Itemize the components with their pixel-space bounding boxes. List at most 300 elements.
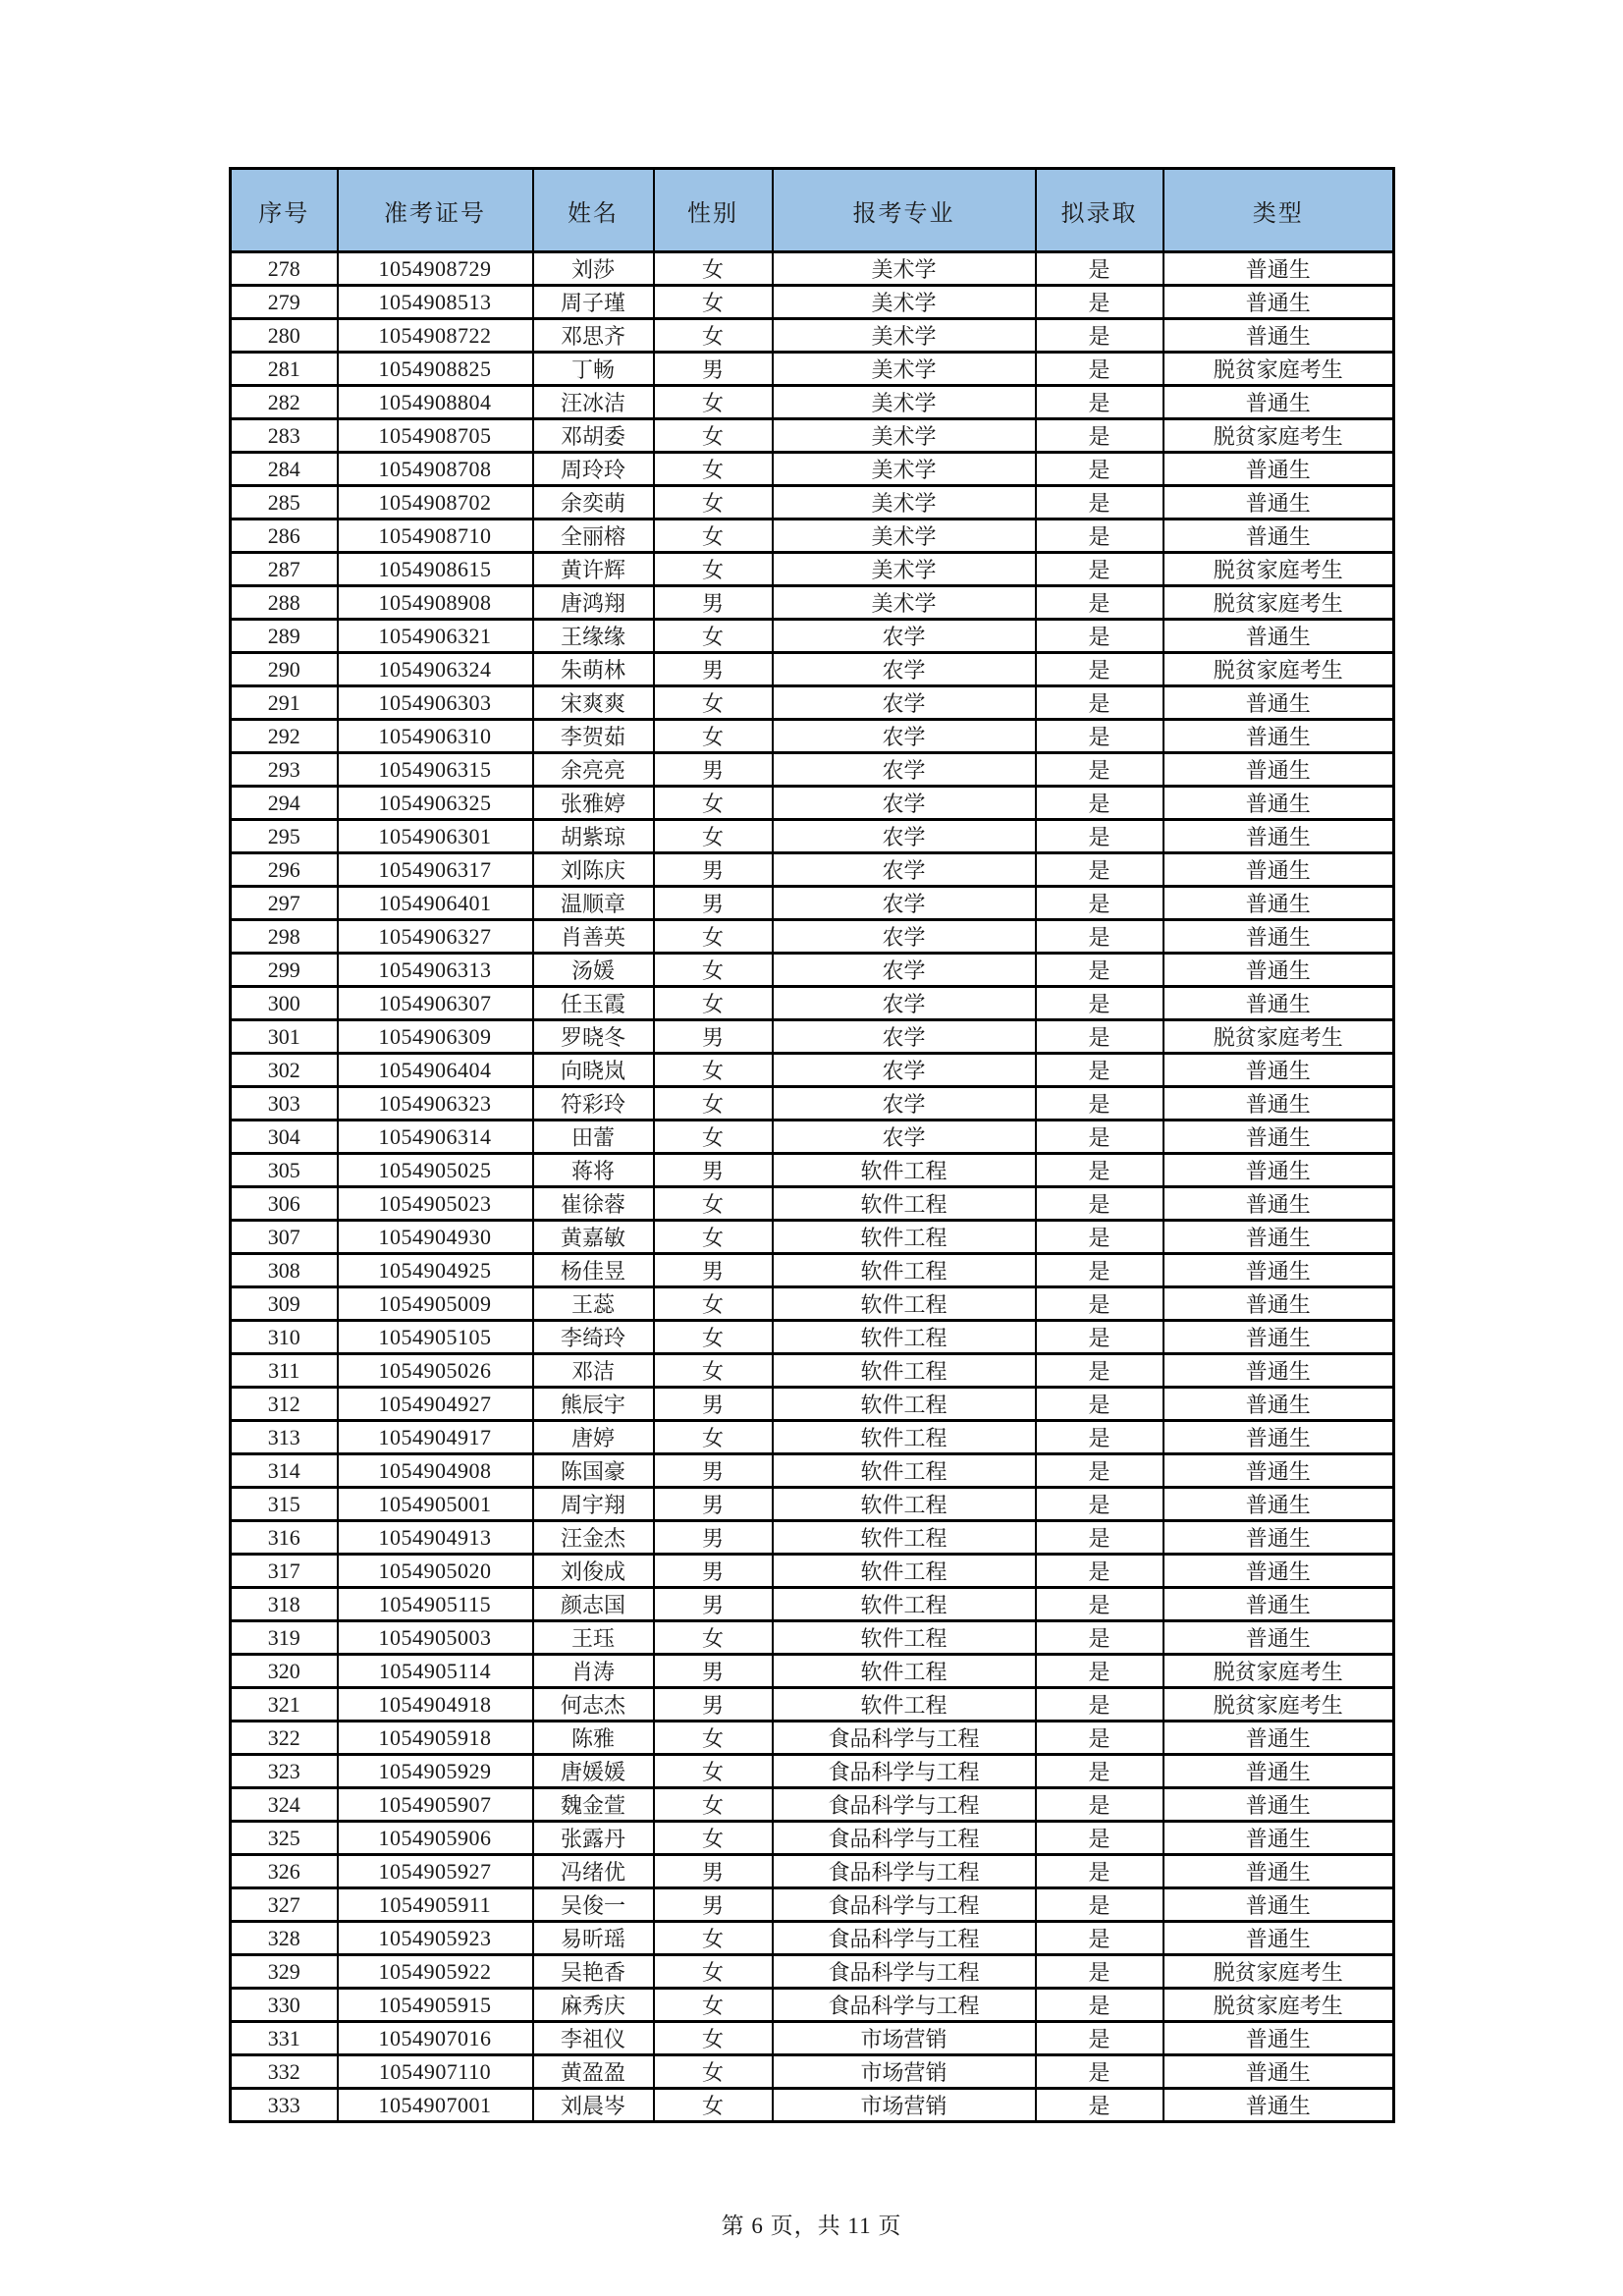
cell-major: 农学 [773, 1054, 1036, 1087]
cell-type: 普通生 [1163, 1922, 1394, 1955]
cell-type: 脱贫家庭考生 [1163, 353, 1394, 386]
cell-ticket: 1054908615 [338, 553, 533, 586]
cell-major: 软件工程 [773, 1287, 1036, 1321]
cell-seq: 284 [231, 453, 338, 486]
cell-seq: 323 [231, 1755, 338, 1788]
cell-ticket: 1054906301 [338, 820, 533, 853]
cell-ticket: 1054908729 [338, 252, 533, 286]
cell-type: 普通生 [1163, 2022, 1394, 2055]
cell-name: 刘晨岑 [533, 2089, 654, 2122]
cell-type: 普通生 [1163, 1521, 1394, 1555]
cell-seq: 322 [231, 1722, 338, 1755]
cell-admit: 是 [1036, 753, 1163, 787]
cell-ticket: 1054905105 [338, 1321, 533, 1354]
col-header-type: 类型 [1163, 169, 1394, 252]
cell-admit: 是 [1036, 1354, 1163, 1388]
cell-name: 颜志国 [533, 1588, 654, 1621]
cell-ticket: 1054904913 [338, 1521, 533, 1555]
cell-admit: 是 [1036, 2022, 1163, 2055]
cell-gender: 女 [654, 2089, 773, 2122]
cell-name: 宋爽爽 [533, 686, 654, 720]
cell-name: 任玉霞 [533, 987, 654, 1020]
table-row [231, 686, 1394, 720]
cell-major: 美术学 [773, 252, 1036, 286]
table-row [231, 1321, 1394, 1354]
cell-name: 朱萌林 [533, 653, 654, 686]
cell-admit: 是 [1036, 1955, 1163, 1989]
cell-ticket: 1054905114 [338, 1655, 533, 1688]
col-header-ticket: 准考证号 [338, 169, 533, 252]
cell-gender: 男 [654, 1855, 773, 1888]
cell-ticket: 1054904918 [338, 1688, 533, 1722]
cell-name: 李贺茹 [533, 720, 654, 753]
cell-name: 张露丹 [533, 1822, 654, 1855]
table-row [231, 1154, 1394, 1187]
cell-name: 陈国豪 [533, 1454, 654, 1488]
cell-admit: 是 [1036, 1087, 1163, 1121]
cell-name: 刘俊成 [533, 1555, 654, 1588]
cell-seq: 296 [231, 853, 338, 887]
cell-major: 食品科学与工程 [773, 1955, 1036, 1989]
cell-major: 软件工程 [773, 1187, 1036, 1221]
cell-major: 软件工程 [773, 1488, 1036, 1521]
table-row [231, 2089, 1394, 2122]
cell-seq: 299 [231, 954, 338, 987]
table-row [231, 1755, 1394, 1788]
cell-name: 吴艳香 [533, 1955, 654, 1989]
cell-admit: 是 [1036, 720, 1163, 753]
cell-admit: 是 [1036, 1621, 1163, 1655]
cell-ticket: 1054905115 [338, 1588, 533, 1621]
cell-major: 软件工程 [773, 1321, 1036, 1354]
cell-seq: 293 [231, 753, 338, 787]
cell-admit: 是 [1036, 586, 1163, 620]
cell-major: 市场营销 [773, 2055, 1036, 2089]
table-row [231, 1221, 1394, 1254]
cell-major: 美术学 [773, 486, 1036, 519]
cell-name: 何志杰 [533, 1688, 654, 1722]
cell-seq: 329 [231, 1955, 338, 1989]
cell-major: 软件工程 [773, 1621, 1036, 1655]
cell-major: 食品科学与工程 [773, 1755, 1036, 1788]
cell-gender: 女 [654, 1221, 773, 1254]
cell-admit: 是 [1036, 1755, 1163, 1788]
cell-type: 普通生 [1163, 252, 1394, 286]
cell-gender: 女 [654, 2055, 773, 2089]
cell-seq: 321 [231, 1688, 338, 1722]
cell-gender: 男 [654, 853, 773, 887]
cell-ticket: 1054906327 [338, 920, 533, 954]
table-row [231, 1521, 1394, 1555]
cell-seq: 319 [231, 1621, 338, 1655]
cell-gender: 女 [654, 1054, 773, 1087]
table-row [231, 1187, 1394, 1221]
cell-major: 食品科学与工程 [773, 1888, 1036, 1922]
cell-major: 农学 [773, 653, 1036, 686]
cell-name: 黄嘉敏 [533, 1221, 654, 1254]
table-row [231, 252, 1394, 286]
cell-type: 普通生 [1163, 2089, 1394, 2122]
table-row [231, 1621, 1394, 1655]
table-row [231, 720, 1394, 753]
table-row [231, 419, 1394, 453]
col-header-gender: 性别 [654, 169, 773, 252]
cell-type: 普通生 [1163, 1221, 1394, 1254]
cell-name: 李祖仪 [533, 2022, 654, 2055]
cell-major: 农学 [773, 1121, 1036, 1154]
cell-admit: 是 [1036, 1888, 1163, 1922]
col-header-admit: 拟录取 [1036, 169, 1163, 252]
col-header-name: 姓名 [533, 169, 654, 252]
cell-gender: 女 [654, 1287, 773, 1321]
cell-name: 杨佳昱 [533, 1254, 654, 1287]
cell-admit: 是 [1036, 419, 1163, 453]
cell-seq: 288 [231, 586, 338, 620]
cell-seq: 278 [231, 252, 338, 286]
cell-gender: 女 [654, 1955, 773, 1989]
cell-major: 食品科学与工程 [773, 1855, 1036, 1888]
cell-admit: 是 [1036, 1154, 1163, 1187]
cell-major: 农学 [773, 787, 1036, 820]
cell-major: 农学 [773, 686, 1036, 720]
admission-results-table [229, 167, 1395, 2123]
table-row [231, 787, 1394, 820]
cell-admit: 是 [1036, 1521, 1163, 1555]
cell-name: 唐婷 [533, 1421, 654, 1454]
cell-seq: 280 [231, 319, 338, 353]
cell-ticket: 1054905023 [338, 1187, 533, 1221]
cell-seq: 320 [231, 1655, 338, 1688]
cell-gender: 男 [654, 1454, 773, 1488]
cell-ticket: 1054906325 [338, 787, 533, 820]
cell-seq: 295 [231, 820, 338, 853]
cell-ticket: 1054906324 [338, 653, 533, 686]
cell-seq: 318 [231, 1588, 338, 1621]
cell-admit: 是 [1036, 453, 1163, 486]
table-row [231, 954, 1394, 987]
cell-type: 普通生 [1163, 1855, 1394, 1888]
table-row [231, 453, 1394, 486]
table-row [231, 1254, 1394, 1287]
cell-gender: 男 [654, 1020, 773, 1054]
cell-major: 农学 [773, 1020, 1036, 1054]
cell-gender: 女 [654, 1722, 773, 1755]
col-header-major: 报考专业 [773, 169, 1036, 252]
cell-seq: 290 [231, 653, 338, 686]
cell-admit: 是 [1036, 286, 1163, 319]
cell-type: 普通生 [1163, 787, 1394, 820]
cell-name: 刘陈庆 [533, 853, 654, 887]
cell-gender: 女 [654, 620, 773, 653]
cell-name: 唐鸿翔 [533, 586, 654, 620]
cell-admit: 是 [1036, 686, 1163, 720]
cell-admit: 是 [1036, 1254, 1163, 1287]
cell-gender: 女 [654, 1621, 773, 1655]
cell-gender: 男 [654, 887, 773, 920]
cell-name: 邓思齐 [533, 319, 654, 353]
cell-ticket: 1054908708 [338, 453, 533, 486]
cell-ticket: 1054904917 [338, 1421, 533, 1454]
table-row [231, 1354, 1394, 1388]
cell-name: 易昕瑶 [533, 1922, 654, 1955]
cell-type: 脱贫家庭考生 [1163, 1955, 1394, 1989]
cell-seq: 313 [231, 1421, 338, 1454]
cell-gender: 女 [654, 453, 773, 486]
cell-admit: 是 [1036, 787, 1163, 820]
cell-admit: 是 [1036, 2089, 1163, 2122]
cell-admit: 是 [1036, 1722, 1163, 1755]
cell-ticket: 1054906401 [338, 887, 533, 920]
cell-name: 冯绪优 [533, 1855, 654, 1888]
cell-seq: 317 [231, 1555, 338, 1588]
cell-gender: 男 [654, 1254, 773, 1287]
cell-gender: 男 [654, 753, 773, 787]
cell-major: 农学 [773, 753, 1036, 787]
cell-name: 黄盈盈 [533, 2055, 654, 2089]
cell-ticket: 1054906303 [338, 686, 533, 720]
cell-type: 脱贫家庭考生 [1163, 1655, 1394, 1688]
cell-admit: 是 [1036, 1822, 1163, 1855]
cell-admit: 是 [1036, 820, 1163, 853]
cell-type: 普通生 [1163, 753, 1394, 787]
cell-ticket: 1054908804 [338, 386, 533, 419]
cell-gender: 女 [654, 553, 773, 586]
cell-name: 全丽榕 [533, 519, 654, 553]
cell-gender: 女 [654, 386, 773, 419]
cell-major: 软件工程 [773, 1688, 1036, 1722]
cell-gender: 男 [654, 1888, 773, 1922]
cell-gender: 女 [654, 920, 773, 954]
cell-ticket: 1054905929 [338, 1755, 533, 1788]
table-row [231, 1888, 1394, 1922]
cell-name: 汪金杰 [533, 1521, 654, 1555]
cell-major: 美术学 [773, 586, 1036, 620]
table-row [231, 1788, 1394, 1822]
cell-major: 软件工程 [773, 1521, 1036, 1555]
cell-name: 周玲玲 [533, 453, 654, 486]
cell-gender: 女 [654, 1989, 773, 2022]
table-row [231, 553, 1394, 586]
cell-type: 普通生 [1163, 954, 1394, 987]
cell-seq: 333 [231, 2089, 338, 2122]
cell-seq: 306 [231, 1187, 338, 1221]
table-row [231, 1722, 1394, 1755]
cell-ticket: 1054908513 [338, 286, 533, 319]
cell-type: 普通生 [1163, 720, 1394, 753]
cell-gender: 男 [654, 586, 773, 620]
cell-ticket: 1054906404 [338, 1054, 533, 1087]
cell-type: 普通生 [1163, 386, 1394, 419]
cell-admit: 是 [1036, 1121, 1163, 1154]
cell-ticket: 1054906309 [338, 1020, 533, 1054]
cell-name: 唐媛媛 [533, 1755, 654, 1788]
table-row [231, 1488, 1394, 1521]
cell-gender: 女 [654, 1822, 773, 1855]
cell-type: 普通生 [1163, 1187, 1394, 1221]
cell-seq: 308 [231, 1254, 338, 1287]
cell-type: 普通生 [1163, 1421, 1394, 1454]
cell-ticket: 1054908702 [338, 486, 533, 519]
cell-admit: 是 [1036, 486, 1163, 519]
table-row [231, 620, 1394, 653]
cell-seq: 292 [231, 720, 338, 753]
cell-admit: 是 [1036, 1488, 1163, 1521]
cell-ticket: 1054904930 [338, 1221, 533, 1254]
cell-name: 余亮亮 [533, 753, 654, 787]
cell-admit: 是 [1036, 2055, 1163, 2089]
cell-major: 美术学 [773, 419, 1036, 453]
cell-name: 刘莎 [533, 252, 654, 286]
cell-gender: 女 [654, 954, 773, 987]
cell-type: 普通生 [1163, 1588, 1394, 1621]
table-row [231, 1054, 1394, 1087]
cell-admit: 是 [1036, 1421, 1163, 1454]
cell-admit: 是 [1036, 1655, 1163, 1688]
cell-seq: 294 [231, 787, 338, 820]
cell-name: 周宇翔 [533, 1488, 654, 1521]
cell-ticket: 1054907016 [338, 2022, 533, 2055]
cell-admit: 是 [1036, 1555, 1163, 1588]
cell-type: 普通生 [1163, 519, 1394, 553]
cell-seq: 309 [231, 1287, 338, 1321]
cell-admit: 是 [1036, 1454, 1163, 1488]
table-row [231, 1955, 1394, 1989]
cell-seq: 312 [231, 1388, 338, 1421]
cell-gender: 女 [654, 1187, 773, 1221]
cell-type: 普通生 [1163, 1054, 1394, 1087]
cell-seq: 279 [231, 286, 338, 319]
col-header-seq: 序号 [231, 169, 338, 252]
cell-major: 农学 [773, 1087, 1036, 1121]
table-body [231, 252, 1394, 2122]
cell-ticket: 1054904925 [338, 1254, 533, 1287]
cell-ticket: 1054905025 [338, 1154, 533, 1187]
cell-type: 普通生 [1163, 1454, 1394, 1488]
cell-admit: 是 [1036, 353, 1163, 386]
cell-major: 农学 [773, 987, 1036, 1020]
cell-gender: 男 [654, 1521, 773, 1555]
cell-name: 麻秀庆 [533, 1989, 654, 2022]
cell-name: 肖善英 [533, 920, 654, 954]
cell-ticket: 1054905003 [338, 1621, 533, 1655]
cell-ticket: 1054906317 [338, 853, 533, 887]
cell-type: 脱贫家庭考生 [1163, 1688, 1394, 1722]
cell-gender: 女 [654, 1755, 773, 1788]
cell-seq: 311 [231, 1354, 338, 1388]
cell-admit: 是 [1036, 1187, 1163, 1221]
cell-major: 农学 [773, 887, 1036, 920]
cell-name: 汪冰洁 [533, 386, 654, 419]
cell-gender: 男 [654, 1555, 773, 1588]
table-row [231, 1822, 1394, 1855]
cell-seq: 326 [231, 1855, 338, 1888]
cell-name: 张雅婷 [533, 787, 654, 820]
table-row [231, 2055, 1394, 2089]
cell-major: 美术学 [773, 553, 1036, 586]
cell-type: 脱贫家庭考生 [1163, 553, 1394, 586]
table-row [231, 1087, 1394, 1121]
cell-major: 农学 [773, 820, 1036, 853]
cell-admit: 是 [1036, 1321, 1163, 1354]
cell-admit: 是 [1036, 1989, 1163, 2022]
cell-ticket: 1054905020 [338, 1555, 533, 1588]
cell-type: 脱贫家庭考生 [1163, 586, 1394, 620]
cell-admit: 是 [1036, 620, 1163, 653]
cell-gender: 女 [654, 319, 773, 353]
cell-name: 丁畅 [533, 353, 654, 386]
cell-type: 普通生 [1163, 1354, 1394, 1388]
cell-type: 普通生 [1163, 1555, 1394, 1588]
cell-major: 软件工程 [773, 1421, 1036, 1454]
cell-seq: 287 [231, 553, 338, 586]
cell-ticket: 1054906321 [338, 620, 533, 653]
cell-admit: 是 [1036, 954, 1163, 987]
table-row [231, 1454, 1394, 1488]
cell-seq: 304 [231, 1121, 338, 1154]
cell-major: 市场营销 [773, 2089, 1036, 2122]
cell-ticket: 1054905918 [338, 1722, 533, 1755]
cell-name: 汤媛 [533, 954, 654, 987]
cell-major: 软件工程 [773, 1354, 1036, 1388]
cell-name: 崔徐蓉 [533, 1187, 654, 1221]
cell-type: 脱贫家庭考生 [1163, 419, 1394, 453]
cell-major: 美术学 [773, 453, 1036, 486]
cell-major: 农学 [773, 720, 1036, 753]
cell-gender: 男 [654, 1655, 773, 1688]
cell-ticket: 1054904908 [338, 1454, 533, 1488]
cell-gender: 女 [654, 1321, 773, 1354]
cell-seq: 298 [231, 920, 338, 954]
cell-name: 李绮玲 [533, 1321, 654, 1354]
table-row [231, 1421, 1394, 1454]
cell-gender: 男 [654, 1388, 773, 1421]
cell-gender: 女 [654, 987, 773, 1020]
cell-name: 王缘缘 [533, 620, 654, 653]
cell-ticket: 1054906314 [338, 1121, 533, 1154]
cell-admit: 是 [1036, 386, 1163, 419]
cell-ticket: 1054905927 [338, 1855, 533, 1888]
cell-gender: 女 [654, 286, 773, 319]
cell-admit: 是 [1036, 1688, 1163, 1722]
cell-major: 软件工程 [773, 1388, 1036, 1421]
cell-admit: 是 [1036, 987, 1163, 1020]
cell-seq: 303 [231, 1087, 338, 1121]
cell-type: 普通生 [1163, 1621, 1394, 1655]
cell-seq: 330 [231, 1989, 338, 2022]
cell-gender: 女 [654, 686, 773, 720]
cell-seq: 286 [231, 519, 338, 553]
cell-seq: 281 [231, 353, 338, 386]
cell-ticket: 1054906315 [338, 753, 533, 787]
cell-major: 软件工程 [773, 1454, 1036, 1488]
cell-major: 食品科学与工程 [773, 1922, 1036, 1955]
cell-name: 吴俊一 [533, 1888, 654, 1922]
cell-seq: 307 [231, 1221, 338, 1254]
cell-major: 食品科学与工程 [773, 1822, 1036, 1855]
cell-ticket: 1054908825 [338, 353, 533, 386]
cell-admit: 是 [1036, 1855, 1163, 1888]
cell-seq: 300 [231, 987, 338, 1020]
table-row [231, 486, 1394, 519]
cell-name: 符彩玲 [533, 1087, 654, 1121]
table-row [231, 1922, 1394, 1955]
cell-admit: 是 [1036, 853, 1163, 887]
cell-type: 普通生 [1163, 887, 1394, 920]
cell-type: 普通生 [1163, 1087, 1394, 1121]
cell-seq: 291 [231, 686, 338, 720]
cell-major: 市场营销 [773, 2022, 1036, 2055]
table-row [231, 1121, 1394, 1154]
